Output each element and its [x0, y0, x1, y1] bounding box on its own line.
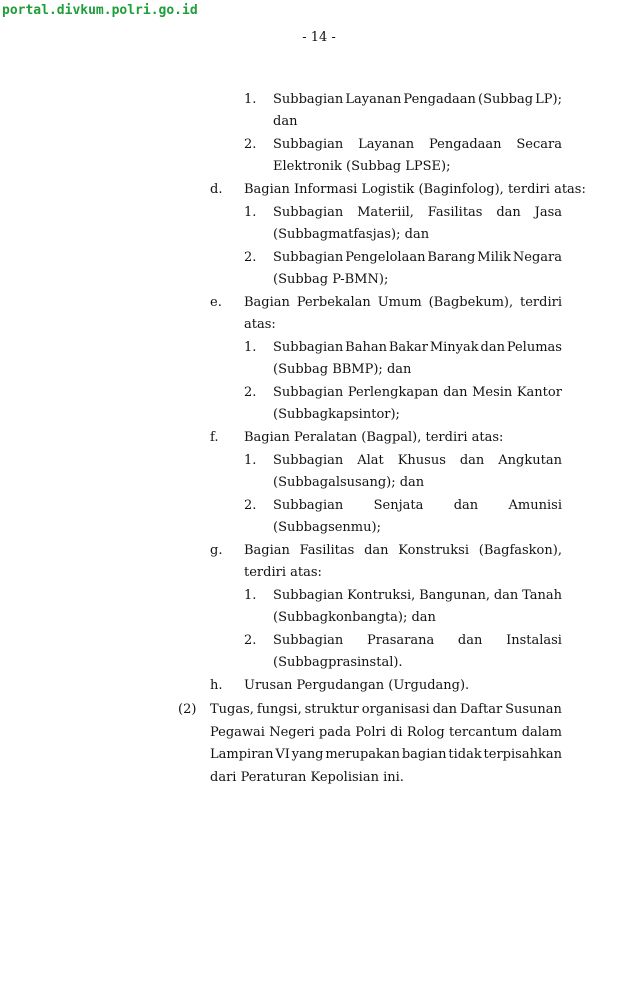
list-item-text: terdiri atas: [244, 565, 322, 580]
word: pada [318, 725, 352, 740]
word: Pelumas [506, 340, 562, 355]
word: Layanan [345, 92, 402, 107]
list-number: 2. [244, 385, 257, 400]
word: Kantor [516, 385, 562, 400]
list-number: 1. [244, 340, 257, 355]
word: terdiri [520, 295, 562, 310]
word: tercantum [448, 725, 518, 740]
word: dan [453, 498, 479, 513]
word: dan [364, 543, 389, 558]
word: VI [275, 747, 290, 762]
word: Mesin [472, 385, 513, 400]
list-number: 2. [244, 498, 257, 513]
word: Fasilitas [427, 205, 483, 220]
word: dan [480, 340, 505, 355]
word: fungsi, [256, 702, 302, 717]
word: Umum [377, 295, 422, 310]
paragraph-text [210, 724, 562, 742]
list-number: 1. [244, 453, 257, 468]
word: dan [457, 633, 483, 648]
word: Pengelolaan [345, 250, 426, 265]
page-number: - 14 - [302, 30, 336, 45]
word: Pegawai [210, 725, 265, 740]
word: Amunisi [508, 498, 562, 513]
list-item-text [244, 542, 562, 560]
paragraph-text [210, 746, 562, 764]
word: Khusus [397, 453, 446, 468]
word: Negeri [269, 725, 315, 740]
word: Subbagian [273, 340, 344, 355]
list-item-text [244, 294, 562, 312]
word: Senjata [373, 498, 424, 513]
word: Subbagian [273, 137, 344, 152]
list-item-text: (Subbagsenmu); [273, 520, 381, 535]
list-number: 1. [244, 588, 257, 603]
word: dalam [521, 725, 562, 740]
list-item-text [273, 136, 562, 154]
word: Kontruksi, [347, 588, 416, 603]
paragraph-text: dari Peraturan Kepolisian ini. [210, 770, 404, 785]
list-item-text: Urusan Pergudangan (Urgudang). [244, 678, 470, 693]
word: tidak [448, 747, 482, 762]
list-item-text: dan [273, 114, 298, 129]
word: Minyak [429, 340, 479, 355]
word: Daftar [459, 702, 503, 717]
list-number: 1. [244, 205, 257, 220]
list-letter: g. [210, 543, 223, 558]
word: Susunan [505, 702, 562, 717]
list-item-text [273, 587, 562, 605]
word: Bakar [388, 340, 428, 355]
word: Jasa [534, 205, 562, 220]
word: Bagian [244, 543, 290, 558]
list-letter: e. [210, 295, 222, 310]
list-item-text [273, 384, 562, 402]
list-item-text [273, 204, 562, 222]
word: dan [459, 453, 485, 468]
list-number: 2. [244, 633, 257, 648]
word: terpisahkan [483, 747, 562, 762]
paragraph-text [210, 701, 562, 719]
word: Layanan [358, 137, 415, 152]
list-number: 1. [244, 92, 257, 107]
list-item-text: (Subbagkapsintor); [273, 407, 400, 422]
list-item-text [273, 91, 562, 109]
word: bagian [401, 747, 447, 762]
list-item-text: (Subbagkonbangta); dan [273, 610, 436, 625]
list-letter: f. [210, 430, 219, 445]
word: organisasi [361, 702, 430, 717]
word: Subbagian [273, 250, 344, 265]
word: Pengadaan [429, 137, 502, 152]
list-item-text: Elektronik (Subbag LPSE); [273, 159, 451, 174]
word: Subbagian [273, 498, 344, 513]
word: Bahan [345, 340, 387, 355]
list-item-text [273, 452, 562, 470]
word: Subbagian [273, 633, 344, 648]
word: Konstruksi [398, 543, 470, 558]
word: dan [443, 385, 468, 400]
word: Pengadaan [403, 92, 476, 107]
word: Tanah [522, 588, 562, 603]
word: Materiil, [357, 205, 414, 220]
list-letter: d. [210, 182, 223, 197]
word: struktur [304, 702, 359, 717]
word: dan [496, 205, 521, 220]
word: Perlengkapan [347, 385, 439, 400]
word: Secara [516, 137, 562, 152]
word: Subbagian [273, 92, 344, 107]
paragraph-number: (2) [178, 702, 197, 717]
word: Fasilitas [299, 543, 355, 558]
list-item-text: atas: [244, 317, 276, 332]
watermark-url: portal.divkum.polri.go.id [2, 3, 198, 18]
word: Barang [427, 250, 476, 265]
word: Instalasi [506, 633, 562, 648]
word: Prasarana [366, 633, 435, 648]
list-item-text: (Subbag BBMP); dan [273, 362, 412, 377]
word: Subbagian [273, 588, 344, 603]
list-item-text [273, 497, 562, 515]
word: Subbagian [273, 453, 344, 468]
word: LP); [535, 92, 562, 107]
list-item-text: (Subbagalsusang); dan [273, 475, 425, 490]
list-item-text: (Subbag P-BMN); [273, 272, 389, 287]
word: Milik [477, 250, 511, 265]
word: Polri [355, 725, 386, 740]
word: Tugas, [210, 702, 254, 717]
list-item-text: (Subbagprasinstal). [273, 655, 403, 670]
word: dan [432, 702, 458, 717]
word: Negara [512, 250, 562, 265]
list-number: 2. [244, 250, 257, 265]
word: Bagian [244, 295, 290, 310]
word: (Subbag [478, 92, 534, 107]
word: (Bagbekum), [428, 295, 514, 310]
word: Lampiran [210, 747, 274, 762]
word: merupakan [325, 747, 401, 762]
list-item-text: Bagian Informasi Logistik (Baginfolog), terdiri atas: [244, 182, 586, 197]
word: Subbagian [273, 385, 344, 400]
list-item-text [273, 632, 562, 650]
word: Bangunan, [419, 588, 491, 603]
word: Rolog [406, 725, 445, 740]
word: (Bagfaskon), [478, 543, 562, 558]
word: di [390, 725, 403, 740]
list-item-text: Bagian Peralatan (Bagpal), terdiri atas: [244, 430, 504, 445]
word: Subbagian [273, 205, 344, 220]
word: yang [291, 747, 324, 762]
word: dan [493, 588, 519, 603]
list-item-text [273, 249, 562, 267]
list-number: 2. [244, 137, 257, 152]
word: Perbekalan [296, 295, 371, 310]
list-letter: h. [210, 678, 223, 693]
word: Angkutan [498, 453, 562, 468]
list-item-text: (Subbagmatfasjas); dan [273, 227, 430, 242]
word: Alat [357, 453, 384, 468]
list-item-text [273, 339, 562, 357]
